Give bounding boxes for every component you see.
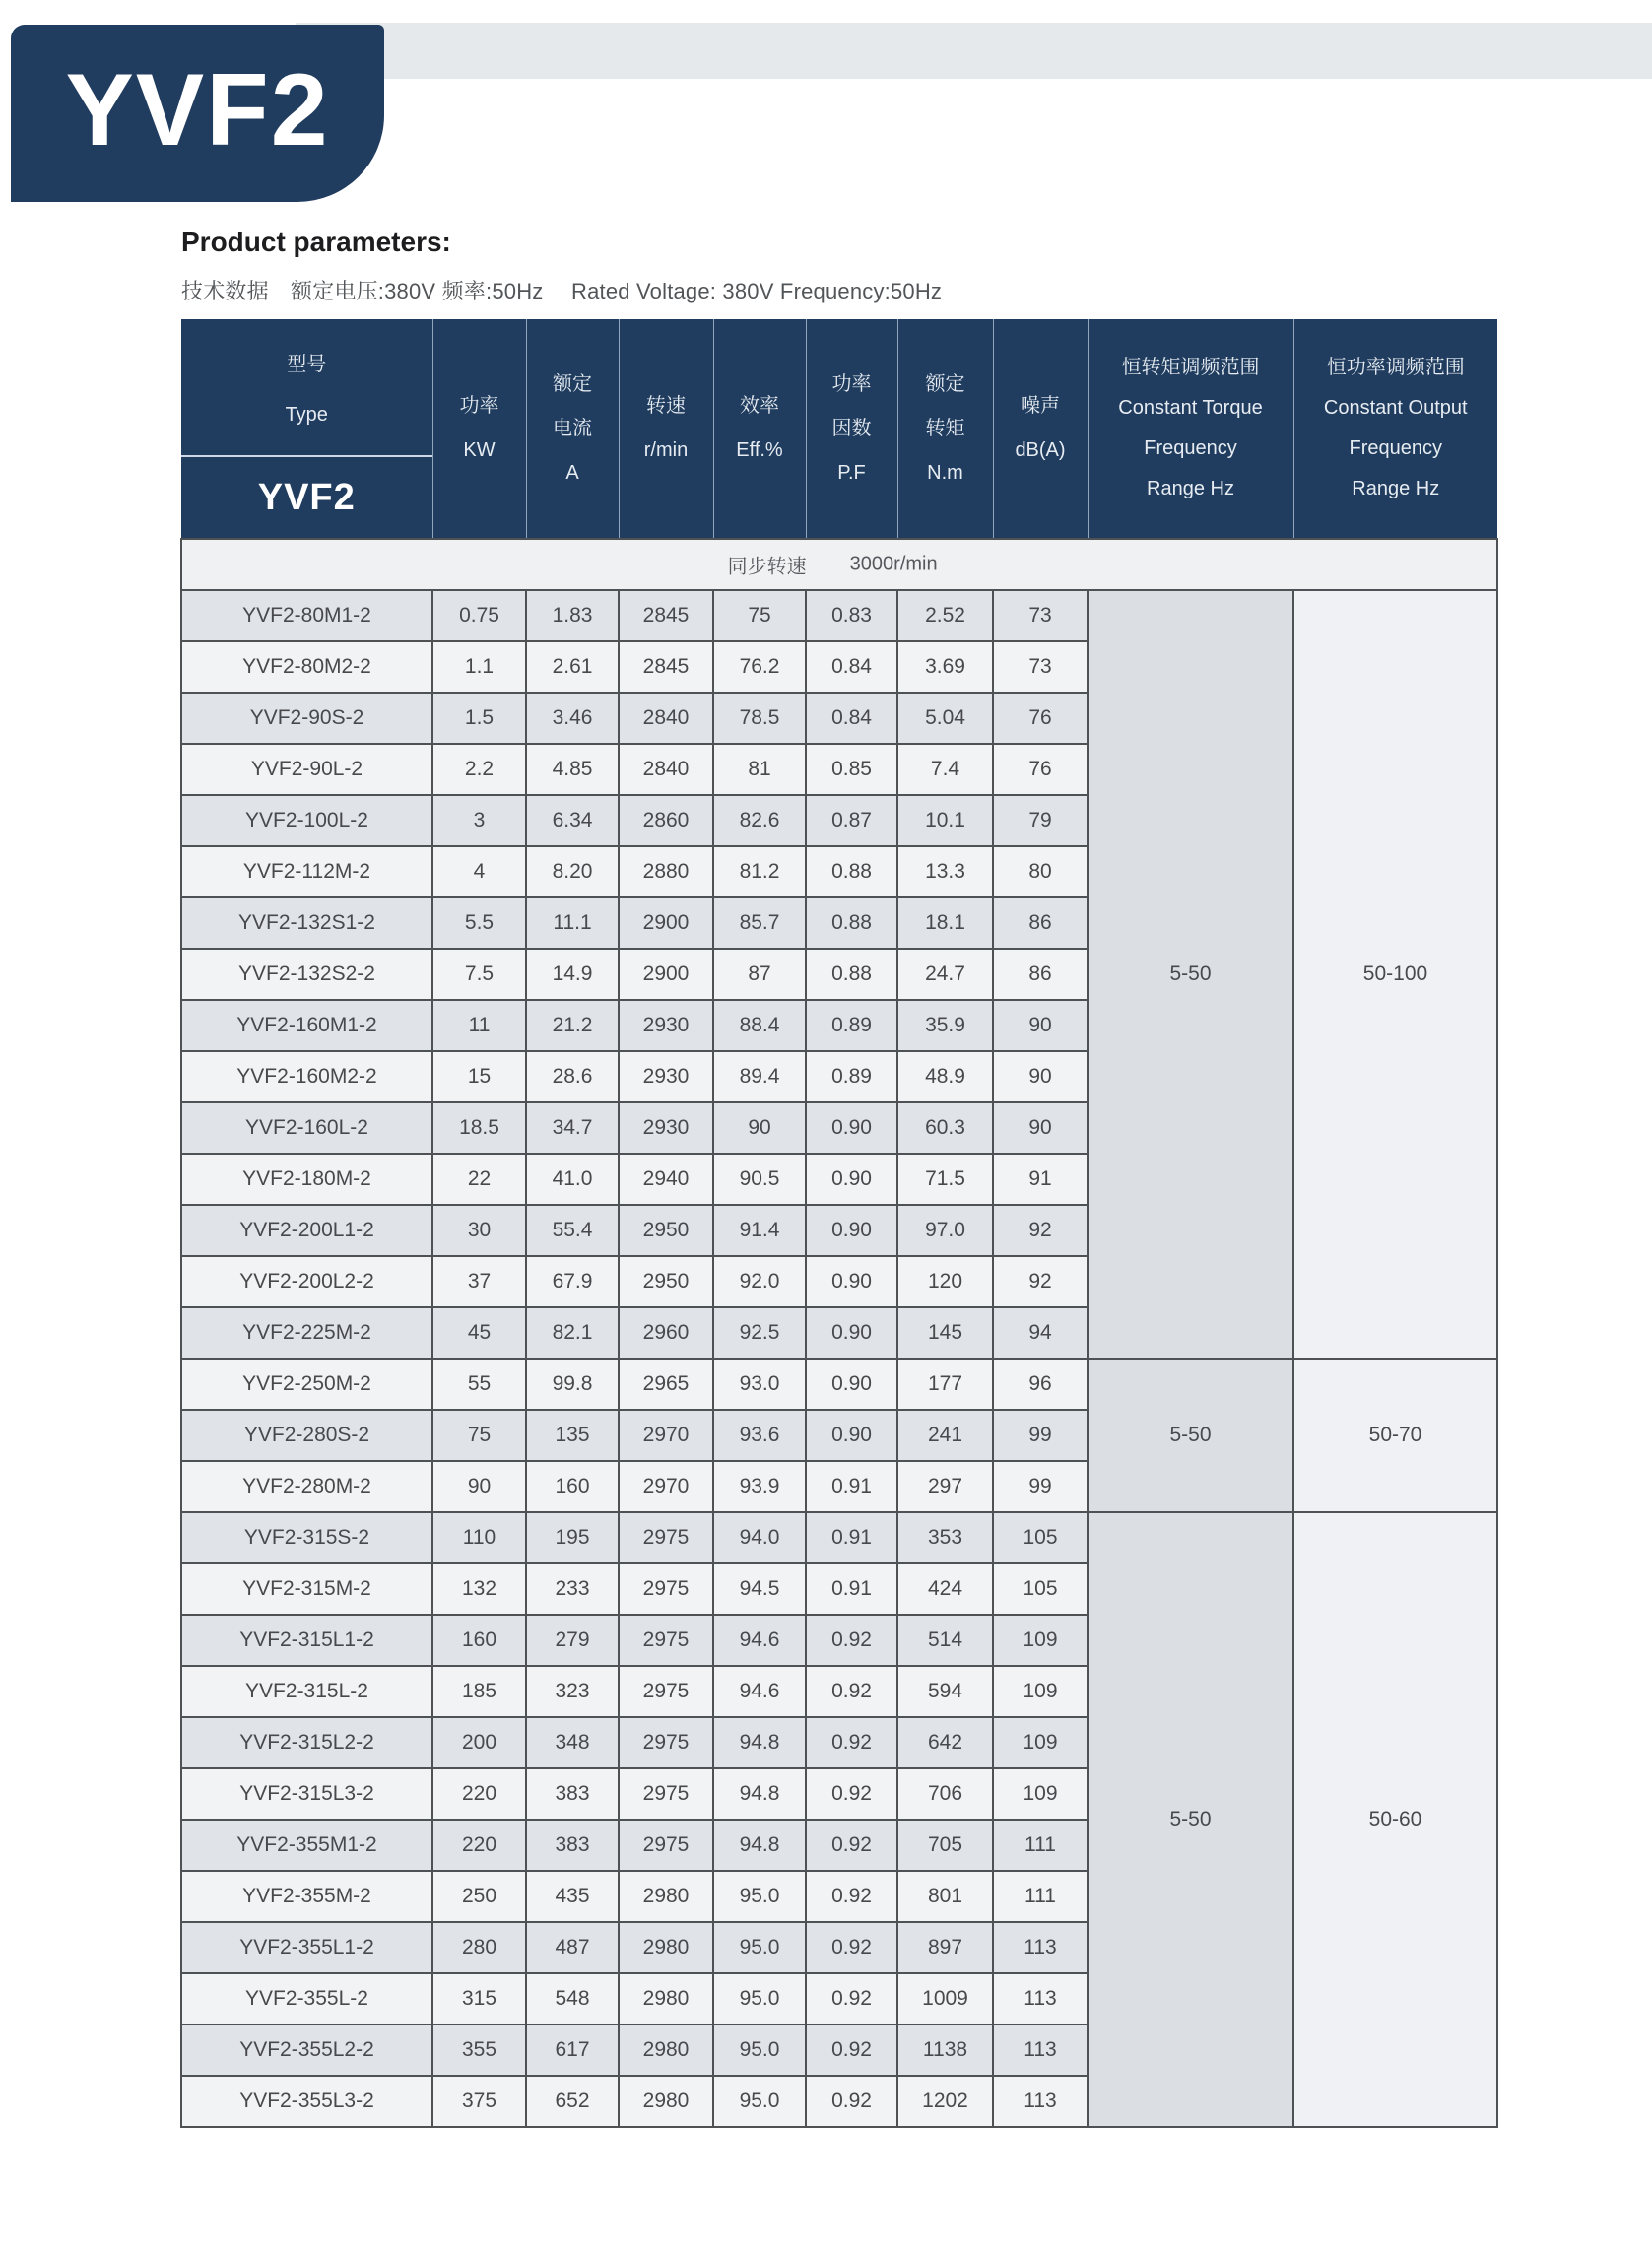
db-cell: 90: [993, 1051, 1088, 1102]
nm-cell: 642: [897, 1717, 993, 1768]
constant-output-range-cell: 50-100: [1293, 590, 1497, 1359]
constant-torque-range-cell: 5-50: [1088, 590, 1293, 1359]
rpm-cell: 2960: [619, 1307, 713, 1359]
eff-cell: 95.0: [713, 2076, 806, 2127]
nm-cell: 145: [897, 1307, 993, 1359]
rpm-cell: 2940: [619, 1154, 713, 1205]
db-cell: 86: [993, 949, 1088, 1000]
column-header-line: Frequency: [1144, 437, 1237, 459]
column-header-line: 功率: [459, 395, 499, 417]
column-header-line: Range Hz: [1147, 478, 1234, 499]
pf-cell: 0.90: [806, 1205, 897, 1256]
db-cell: 86: [993, 897, 1088, 949]
column-header-line: 效率: [740, 395, 779, 417]
db-cell: 92: [993, 1205, 1088, 1256]
model-cell: YVF2-315L-2: [181, 1666, 432, 1717]
rpm-cell: 2980: [619, 2025, 713, 2076]
a-cell: 41.0: [526, 1154, 619, 1205]
rpm-cell: 2930: [619, 1102, 713, 1154]
a-cell: 21.2: [526, 1000, 619, 1051]
nm-cell: 241: [897, 1410, 993, 1461]
a-cell: 548: [526, 1973, 619, 2025]
a-cell: 617: [526, 2025, 619, 2076]
brand-logo: [11, 25, 384, 202]
eff-cell: 87: [713, 949, 806, 1000]
a-cell: 279: [526, 1615, 619, 1666]
nm-cell: 1202: [897, 2076, 993, 2127]
nm-cell: 514: [897, 1615, 993, 1666]
column-header-line: KW: [463, 439, 496, 461]
model-cell: YVF2-315M-2: [181, 1563, 432, 1615]
nm-cell: 18.1: [897, 897, 993, 949]
rpm-cell: 2965: [619, 1359, 713, 1410]
model-cell: YVF2-160L-2: [181, 1102, 432, 1154]
pf-cell: 0.92: [806, 1768, 897, 1820]
model-cell: YVF2-250M-2: [181, 1359, 432, 1410]
pf-cell: 0.90: [806, 1307, 897, 1359]
db-cell: 80: [993, 846, 1088, 897]
eff-cell: 94.5: [713, 1563, 806, 1615]
eff-cell: 90: [713, 1102, 806, 1154]
column-header-line: 额定: [925, 372, 965, 395]
column-header-nm: [897, 319, 993, 539]
eff-cell: 78.5: [713, 693, 806, 744]
model-cell: YVF2-355L-2: [181, 1973, 432, 2025]
column-header-a: [526, 319, 619, 539]
pf-cell: 0.92: [806, 2076, 897, 2127]
a-cell: 99.8: [526, 1359, 619, 1410]
db-cell: 73: [993, 590, 1088, 641]
column-header-line: N.m: [927, 461, 963, 484]
eff-cell: 95.0: [713, 1922, 806, 1973]
a-cell: 323: [526, 1666, 619, 1717]
nm-cell: 2.52: [897, 590, 993, 641]
model-cell: YVF2-315L1-2: [181, 1615, 432, 1666]
rpm-cell: 2975: [619, 1820, 713, 1871]
pf-cell: 0.85: [806, 744, 897, 795]
eff-cell: 88.4: [713, 1000, 806, 1051]
column-header-line: 功率: [831, 372, 872, 395]
column-header-eff: [713, 319, 806, 539]
eff-cell: 75: [713, 590, 806, 641]
db-cell: 111: [993, 1871, 1088, 1922]
eff-cell: 90.5: [713, 1154, 806, 1205]
type-header-cn: 型号: [287, 354, 327, 375]
kw-cell: 185: [432, 1666, 526, 1717]
column-header-line: 转矩: [925, 417, 965, 439]
table-body: [181, 539, 1497, 2127]
db-cell: 105: [993, 1512, 1088, 1563]
column-header-rpm: [619, 319, 713, 539]
column-header-line: P.F: [837, 461, 866, 484]
rpm-cell: 2980: [619, 1922, 713, 1973]
kw-cell: 2.2: [432, 744, 526, 795]
pf-cell: 0.88: [806, 897, 897, 949]
db-cell: 99: [993, 1461, 1088, 1512]
nm-cell: 801: [897, 1871, 993, 1922]
eff-cell: 76.2: [713, 641, 806, 693]
kw-cell: 45: [432, 1307, 526, 1359]
db-cell: 90: [993, 1102, 1088, 1154]
db-cell: 113: [993, 2025, 1088, 2076]
db-cell: 90: [993, 1000, 1088, 1051]
db-cell: 113: [993, 2076, 1088, 2127]
sync-speed-value: 3000r/min: [849, 553, 938, 575]
kw-cell: 30: [432, 1205, 526, 1256]
rpm-cell: 2980: [619, 1973, 713, 2025]
db-cell: 94: [993, 1307, 1088, 1359]
pf-cell: 0.92: [806, 1666, 897, 1717]
db-cell: 113: [993, 1973, 1088, 2025]
eff-cell: 94.0: [713, 1512, 806, 1563]
model-cell: YVF2-280S-2: [181, 1410, 432, 1461]
eff-cell: 94.8: [713, 1820, 806, 1871]
model-cell: YVF2-80M1-2: [181, 590, 432, 641]
series-label: YVF2: [257, 476, 356, 518]
db-cell: 109: [993, 1666, 1088, 1717]
model-cell: YVF2-90S-2: [181, 693, 432, 744]
sync-speed-row: [181, 539, 1497, 590]
eff-cell: 85.7: [713, 897, 806, 949]
column-header-line: Constant Torque: [1118, 397, 1263, 419]
column-header-line: Frequency: [1349, 437, 1442, 459]
sync-speed-label: 同步转速: [727, 556, 807, 578]
column-header-db: [993, 319, 1088, 539]
a-cell: 2.61: [526, 641, 619, 693]
kw-cell: 90: [432, 1461, 526, 1512]
constant-output-range-cell: 50-60: [1293, 1512, 1497, 2127]
column-header-line: 电流: [553, 417, 592, 439]
table-row: [181, 1359, 1497, 1410]
db-cell: 99: [993, 1410, 1088, 1461]
a-cell: 4.85: [526, 744, 619, 795]
kw-cell: 37: [432, 1256, 526, 1307]
a-cell: 435: [526, 1871, 619, 1922]
kw-cell: 355: [432, 2025, 526, 2076]
db-cell: 91: [993, 1154, 1088, 1205]
kw-cell: 75: [432, 1410, 526, 1461]
pf-cell: 0.88: [806, 846, 897, 897]
eff-cell: 94.8: [713, 1768, 806, 1820]
a-cell: 14.9: [526, 949, 619, 1000]
kw-cell: 3: [432, 795, 526, 846]
kw-cell: 5.5: [432, 897, 526, 949]
rpm-cell: 2950: [619, 1205, 713, 1256]
table-header-row: [181, 319, 1497, 539]
kw-cell: 11: [432, 1000, 526, 1051]
column-header-pf: [806, 319, 897, 539]
kw-cell: 220: [432, 1768, 526, 1820]
rpm-cell: 2840: [619, 693, 713, 744]
pf-cell: 0.92: [806, 1717, 897, 1768]
model-cell: YVF2-355L1-2: [181, 1922, 432, 1973]
rpm-cell: 2880: [619, 846, 713, 897]
nm-cell: 5.04: [897, 693, 993, 744]
rpm-cell: 2975: [619, 1563, 713, 1615]
parameters-table: [180, 319, 1498, 2128]
pf-cell: 0.92: [806, 1820, 897, 1871]
a-cell: 3.46: [526, 693, 619, 744]
a-cell: 160: [526, 1461, 619, 1512]
kw-cell: 4: [432, 846, 526, 897]
kw-cell: 200: [432, 1717, 526, 1768]
pf-cell: 0.91: [806, 1461, 897, 1512]
a-cell: 652: [526, 2076, 619, 2127]
kw-cell: 160: [432, 1615, 526, 1666]
eff-cell: 82.6: [713, 795, 806, 846]
rpm-cell: 2980: [619, 2076, 713, 2127]
pf-cell: 0.92: [806, 1922, 897, 1973]
kw-cell: 0.75: [432, 590, 526, 641]
eff-cell: 92.5: [713, 1307, 806, 1359]
kw-cell: 280: [432, 1922, 526, 1973]
kw-cell: 18.5: [432, 1102, 526, 1154]
model-cell: YVF2-225M-2: [181, 1307, 432, 1359]
kw-cell: 132: [432, 1563, 526, 1615]
eff-cell: 94.6: [713, 1666, 806, 1717]
column-header-line: 恒转矩调频范围: [1121, 357, 1260, 378]
model-cell: YVF2-355M-2: [181, 1871, 432, 1922]
column-header-line: Eff.%: [736, 439, 783, 461]
rpm-cell: 2975: [619, 1666, 713, 1717]
column-header-line: A: [565, 461, 579, 484]
eff-cell: 94.8: [713, 1717, 806, 1768]
rpm-cell: 2845: [619, 641, 713, 693]
a-cell: 487: [526, 1922, 619, 1973]
nm-cell: 705: [897, 1820, 993, 1871]
nm-cell: 13.3: [897, 846, 993, 897]
nm-cell: 594: [897, 1666, 993, 1717]
nm-cell: 60.3: [897, 1102, 993, 1154]
model-cell: YVF2-132S2-2: [181, 949, 432, 1000]
a-cell: 195: [526, 1512, 619, 1563]
rpm-cell: 2930: [619, 1000, 713, 1051]
nm-cell: 48.9: [897, 1051, 993, 1102]
a-cell: 67.9: [526, 1256, 619, 1307]
model-cell: YVF2-355L3-2: [181, 2076, 432, 2127]
db-cell: 76: [993, 693, 1088, 744]
kw-cell: 1.5: [432, 693, 526, 744]
kw-cell: 315: [432, 1973, 526, 2025]
rpm-cell: 2840: [619, 744, 713, 795]
a-cell: 1.83: [526, 590, 619, 641]
db-cell: 109: [993, 1615, 1088, 1666]
rpm-cell: 2975: [619, 1512, 713, 1563]
a-cell: 233: [526, 1563, 619, 1615]
a-cell: 383: [526, 1820, 619, 1871]
a-cell: 11.1: [526, 897, 619, 949]
rpm-cell: 2930: [619, 1051, 713, 1102]
column-header-line: 额定: [553, 372, 592, 395]
eff-cell: 95.0: [713, 2025, 806, 2076]
pf-cell: 0.84: [806, 693, 897, 744]
header-accent-band: [296, 23, 1652, 79]
kw-cell: 22: [432, 1154, 526, 1205]
nm-cell: 1138: [897, 2025, 993, 2076]
pf-cell: 0.89: [806, 1000, 897, 1051]
nm-cell: 24.7: [897, 949, 993, 1000]
pf-cell: 0.84: [806, 641, 897, 693]
model-cell: YVF2-355L2-2: [181, 2025, 432, 2076]
eff-cell: 95.0: [713, 1871, 806, 1922]
brand-logo-text: YVF2: [65, 53, 330, 167]
pf-cell: 0.90: [806, 1102, 897, 1154]
eff-cell: 81: [713, 744, 806, 795]
nm-cell: 120: [897, 1256, 993, 1307]
nm-cell: 10.1: [897, 795, 993, 846]
column-header-co: [1293, 319, 1497, 539]
eff-cell: 93.6: [713, 1410, 806, 1461]
rpm-cell: 2975: [619, 1717, 713, 1768]
eff-cell: 91.4: [713, 1205, 806, 1256]
kw-cell: 250: [432, 1871, 526, 1922]
a-cell: 82.1: [526, 1307, 619, 1359]
nm-cell: 353: [897, 1512, 993, 1563]
db-cell: 73: [993, 641, 1088, 693]
eff-cell: 93.0: [713, 1359, 806, 1410]
db-cell: 105: [993, 1563, 1088, 1615]
rpm-cell: 2975: [619, 1615, 713, 1666]
nm-cell: 297: [897, 1461, 993, 1512]
model-cell: YVF2-315L3-2: [181, 1768, 432, 1820]
pf-cell: 0.90: [806, 1256, 897, 1307]
rpm-cell: 2980: [619, 1871, 713, 1922]
model-cell: YVF2-160M2-2: [181, 1051, 432, 1102]
model-cell: YVF2-80M2-2: [181, 641, 432, 693]
kw-cell: 110: [432, 1512, 526, 1563]
rpm-cell: 2975: [619, 1768, 713, 1820]
a-cell: 34.7: [526, 1102, 619, 1154]
eff-cell: 94.6: [713, 1615, 806, 1666]
model-cell: YVF2-355M1-2: [181, 1820, 432, 1871]
pf-cell: 0.88: [806, 949, 897, 1000]
a-cell: 383: [526, 1768, 619, 1820]
nm-cell: 706: [897, 1768, 993, 1820]
rpm-cell: 2900: [619, 897, 713, 949]
nm-cell: 424: [897, 1563, 993, 1615]
pf-cell: 0.87: [806, 795, 897, 846]
column-header-line: r/min: [643, 439, 689, 461]
column-header-line: dB(A): [1015, 439, 1066, 461]
a-cell: 348: [526, 1717, 619, 1768]
pf-cell: 0.90: [806, 1359, 897, 1410]
column-header-line: 转速: [646, 395, 686, 417]
model-cell: YVF2-280M-2: [181, 1461, 432, 1512]
nm-cell: 897: [897, 1922, 993, 1973]
page-title: Product parameters:: [181, 227, 451, 257]
pf-cell: 0.92: [806, 1973, 897, 2025]
model-cell: YVF2-90L-2: [181, 744, 432, 795]
eff-cell: 95.0: [713, 1973, 806, 2025]
column-header-ct: [1088, 319, 1293, 539]
nm-cell: 1009: [897, 1973, 993, 2025]
nm-cell: 97.0: [897, 1205, 993, 1256]
type-header-en: Type: [285, 404, 328, 426]
eff-cell: 92.0: [713, 1256, 806, 1307]
page-subtitle: 技术数据 额定电压:380V 频率:50Hz Rated Voltage: 380V Frequency:50Hz: [181, 279, 943, 303]
a-cell: 55.4: [526, 1205, 619, 1256]
rpm-cell: 2970: [619, 1461, 713, 1512]
column-header-line: Range Hz: [1352, 478, 1440, 499]
a-cell: 6.34: [526, 795, 619, 846]
model-cell: YVF2-200L1-2: [181, 1205, 432, 1256]
rpm-cell: 2970: [619, 1410, 713, 1461]
db-cell: 111: [993, 1820, 1088, 1871]
eff-cell: 81.2: [713, 846, 806, 897]
db-cell: 96: [993, 1359, 1088, 1410]
column-header-line: 因数: [831, 417, 872, 439]
kw-cell: 7.5: [432, 949, 526, 1000]
kw-cell: 220: [432, 1820, 526, 1871]
pf-cell: 0.92: [806, 1615, 897, 1666]
table-row: [181, 1512, 1497, 1563]
constant-torque-range-cell: 5-50: [1088, 1359, 1293, 1512]
model-cell: YVF2-180M-2: [181, 1154, 432, 1205]
rpm-cell: 2900: [619, 949, 713, 1000]
model-cell: YVF2-200L2-2: [181, 1256, 432, 1307]
pf-cell: 0.92: [806, 2025, 897, 2076]
column-header-line: 噪声: [1021, 395, 1060, 417]
db-cell: 109: [993, 1717, 1088, 1768]
kw-cell: 15: [432, 1051, 526, 1102]
pf-cell: 0.91: [806, 1512, 897, 1563]
rpm-cell: 2860: [619, 795, 713, 846]
eff-cell: 93.9: [713, 1461, 806, 1512]
model-cell: YVF2-112M-2: [181, 846, 432, 897]
column-header-line: Constant Output: [1323, 397, 1468, 419]
kw-cell: 1.1: [432, 641, 526, 693]
db-cell: 92: [993, 1256, 1088, 1307]
column-header-kw: [432, 319, 526, 539]
constant-output-range-cell: 50-70: [1293, 1359, 1497, 1512]
kw-cell: 55: [432, 1359, 526, 1410]
model-cell: YVF2-315S-2: [181, 1512, 432, 1563]
column-header-line: 恒功率调频范围: [1326, 357, 1465, 378]
model-cell: YVF2-132S1-2: [181, 897, 432, 949]
nm-cell: 177: [897, 1359, 993, 1410]
nm-cell: 7.4: [897, 744, 993, 795]
constant-torque-range-cell: 5-50: [1088, 1512, 1293, 2127]
nm-cell: 35.9: [897, 1000, 993, 1051]
model-cell: YVF2-160M1-2: [181, 1000, 432, 1051]
table-row: [181, 590, 1497, 641]
pf-cell: 0.91: [806, 1563, 897, 1615]
pf-cell: 0.83: [806, 590, 897, 641]
pf-cell: 0.90: [806, 1154, 897, 1205]
model-cell: YVF2-100L-2: [181, 795, 432, 846]
model-cell: YVF2-315L2-2: [181, 1717, 432, 1768]
nm-cell: 3.69: [897, 641, 993, 693]
nm-cell: 71.5: [897, 1154, 993, 1205]
rpm-cell: 2845: [619, 590, 713, 641]
a-cell: 135: [526, 1410, 619, 1461]
db-cell: 79: [993, 795, 1088, 846]
a-cell: 28.6: [526, 1051, 619, 1102]
db-cell: 113: [993, 1922, 1088, 1973]
column-header-type: [181, 319, 432, 539]
db-cell: 76: [993, 744, 1088, 795]
eff-cell: 89.4: [713, 1051, 806, 1102]
a-cell: 8.20: [526, 846, 619, 897]
pf-cell: 0.90: [806, 1410, 897, 1461]
db-cell: 109: [993, 1768, 1088, 1820]
kw-cell: 375: [432, 2076, 526, 2127]
pf-cell: 0.92: [806, 1871, 897, 1922]
rpm-cell: 2950: [619, 1256, 713, 1307]
pf-cell: 0.89: [806, 1051, 897, 1102]
